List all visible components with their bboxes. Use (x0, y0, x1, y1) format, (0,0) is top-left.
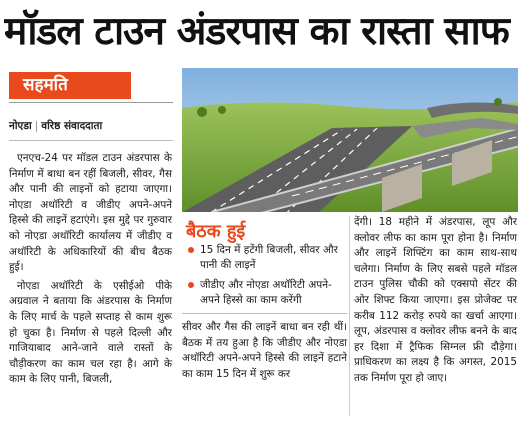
highlight-text: जीडीए और नोएडा अथॉरिटी अपने-अपने हिस्से का काम करेंगी (200, 279, 332, 306)
underpass-illustration (182, 68, 518, 212)
highlights-title: बैठक हुई (186, 221, 246, 242)
kicker-divider (9, 102, 173, 103)
highlight-item (186, 243, 348, 272)
article-column-1 (9, 151, 172, 388)
highlight-item (186, 278, 348, 307)
byline-separator: | (34, 120, 39, 132)
byline (9, 119, 174, 133)
highlights-divider (182, 313, 347, 314)
article-paragraph: एनएच-24 पर मॉडल टाउन अंडरपास के निर्माण में बाधा बन रहीं बिजली, सीवर, गैस और पानी की लाइनों को हटाया जाएगा। नोएडा अथॉरिटी व जीडीए अपने-अपने हिस्से की लाइनें हटाएंगे। इस मुद्दे पर गुरुवार को नोएडा अथॉरिटी कार्यालय में जीडीए व अथॉरिटी के अधिकारियों की बीच बैठक हुई। (9, 152, 172, 274)
byline-place: नोएडा (9, 120, 32, 132)
bullet-dot-icon (188, 282, 194, 288)
headline: मॉडल टाउन अंडरपास का रास्ता साफ (4, 9, 509, 54)
article-column-2 (182, 320, 347, 382)
byline-reporter: वरिष्ठ संवाददाता (41, 120, 103, 132)
highlight-text: 15 दिन में हटेंगी बिजली, सीवर और पानी की लाइनें (200, 244, 338, 271)
article-column-3 (354, 215, 517, 387)
article-paragraph: नोएडा अथॉरिटी के एसीईओ पीके अग्रवाल ने बताया कि अंडरपास के निर्माण के लिए मार्च के पहले सप्ताह से काम शुरू हो चुका है। निर्माण से पहले दिल्ली और गाजियाबाद आने-जाने वाले रास्तों के चौड़ीकरण का काम चल रहा है। आगे के काम के लिए पानी, बिजली, (9, 279, 172, 386)
byline-divider (9, 140, 173, 141)
article-paragraph: देंगी। 18 महीने में अंडरपास, लूप और क्लोवर लीफ का काम पूरा होना है। निर्माण और लाइनें शिफ्टिंग का काम साथ-साथ चलेगा। निर्माण के लिए सबसे पहले मॉडल टाउन पुलिस चौकी को एक्सपो सेंटर की ओर शिफ्ट किया जाएगा। इस प्रोजेक्ट पर करीब 112 करोड़ रुपये का खर्चा आएगा। लूप, अंडरपास व क्लोवर लीफ बनने के बाद हर दिशा में ट्रैफिक सिग्नल फ्री दौड़ेगा। प्राधिकरण का लक्ष्य है कि अगस्त, 2015 तक निर्माण पूरा हो जाए। (354, 216, 517, 384)
highlights-list (186, 243, 348, 313)
column-divider (349, 216, 350, 416)
article-paragraph: सीवर और गैस की लाइनें बाधा बन रही थीं। बैठक में तय हुआ है कि जीडीए और नोएडा अथॉरिटी अपने-अपने हिस्से की लाइनें हटाने का काम 15 दिन में शुरू कर (182, 321, 347, 380)
bullet-dot-icon (188, 247, 194, 253)
kicker-tag: सहमति (9, 72, 131, 99)
